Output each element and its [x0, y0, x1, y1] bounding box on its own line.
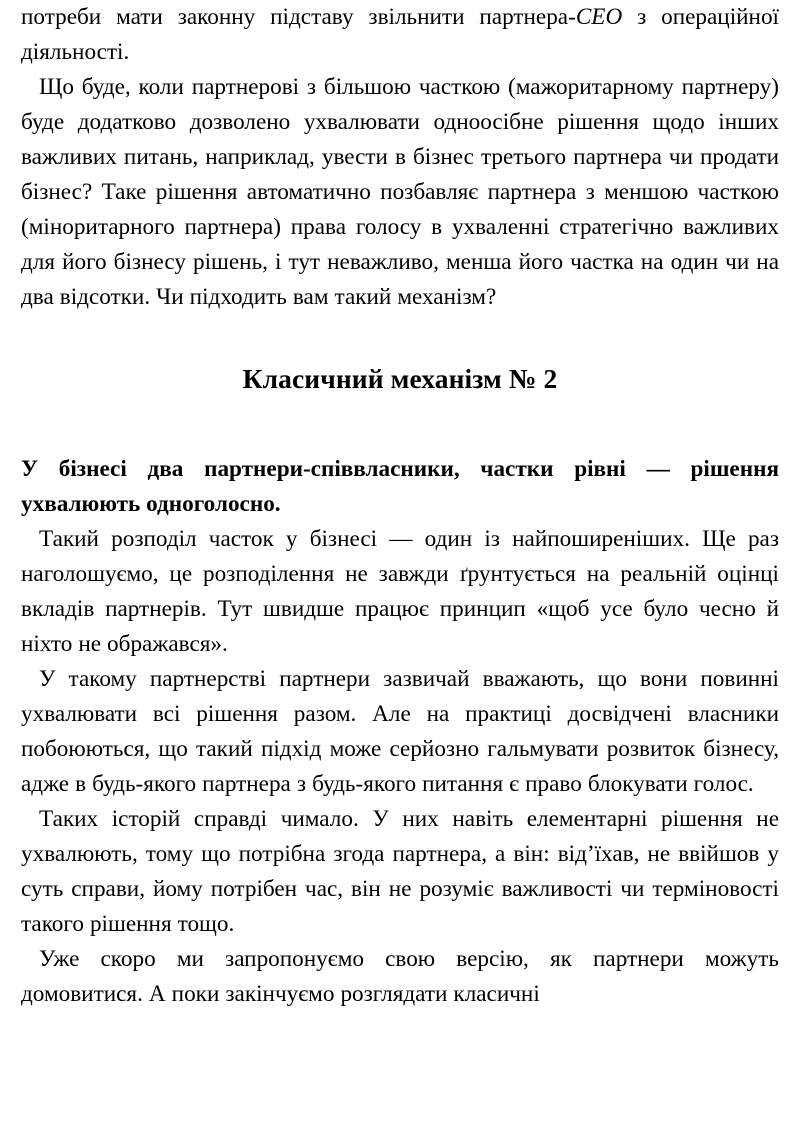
- heading-top-spacer: [21, 315, 779, 362]
- ceo-italic-term: CEO: [575, 4, 623, 30]
- paragraph-joint-decisions: У такому партнерстві партнери зазвичай вважають, що вони повинні ухвалювати всі рішення разом. Але на практиці досвідчені власники побоюються, що такий підхід може серйозно гальмувати розвиток бізнесу, адже в будь-якого партнера з будь-якого питання є право блокувати голос.: [21, 666, 779, 797]
- continuation-paragraph: [21, 0, 779, 70]
- paragraph-majority-partner: Що буде, коли партнерові з більшою часткою (мажоритарному партнеру) буде додатково дозволено ухвалювати одноосібне рішення щодо інших важливих питань, наприклад, увести в бізнес третього партнера чи продати бізнес? Таке рішення автоматично позбавляє партнера з меншою часткою (міноритарного партнера) права голосу в ухваленні стратегічно важливих для його бізнесу рішень, і тут неважливо, менша його частка на один чи на два відсотки. Чи підходить вам такий механізм?: [21, 74, 779, 310]
- paragraph-real-stories: Таких історій справді чимало. У них навіть елементарні рішення не ухвалюють, тому що потрібна згода партнера, а він: від’їхав, не ввійшов у суть справи, йому потрібен час, він не розуміє важливості чи терміновості такого рішення тощо.: [21, 806, 779, 937]
- paragraph-share-distribution: Такий розподіл часток у бізнесі — один із найпоширеніших. Ще раз наголошуємо, це розподілення не завжди ґрунтується на реальній оцінці вкладів партнерів. Тут швидше працює принцип «щоб усе було чесно й ніхто не ображався».: [21, 526, 779, 657]
- section-heading: Класичний механізм № 2: [242, 363, 558, 394]
- lead-bold-paragraph: У бізнесі два партнери-співвласники, частки рівні — рішення ухвалюють одноголосно.: [21, 456, 779, 517]
- paragraph-upcoming-version: Уже скоро ми запропонуємо свою версію, як партнери можуть домовитися. А поки закінчуємо розглядати класичні: [21, 946, 779, 1007]
- heading-bottom-spacer: [21, 396, 779, 452]
- continuation-text-after-italic: з операційної діяльності.: [21, 4, 779, 65]
- continuation-text-before-italic: потреби мати законну підставу звільнити партнера-: [21, 4, 576, 30]
